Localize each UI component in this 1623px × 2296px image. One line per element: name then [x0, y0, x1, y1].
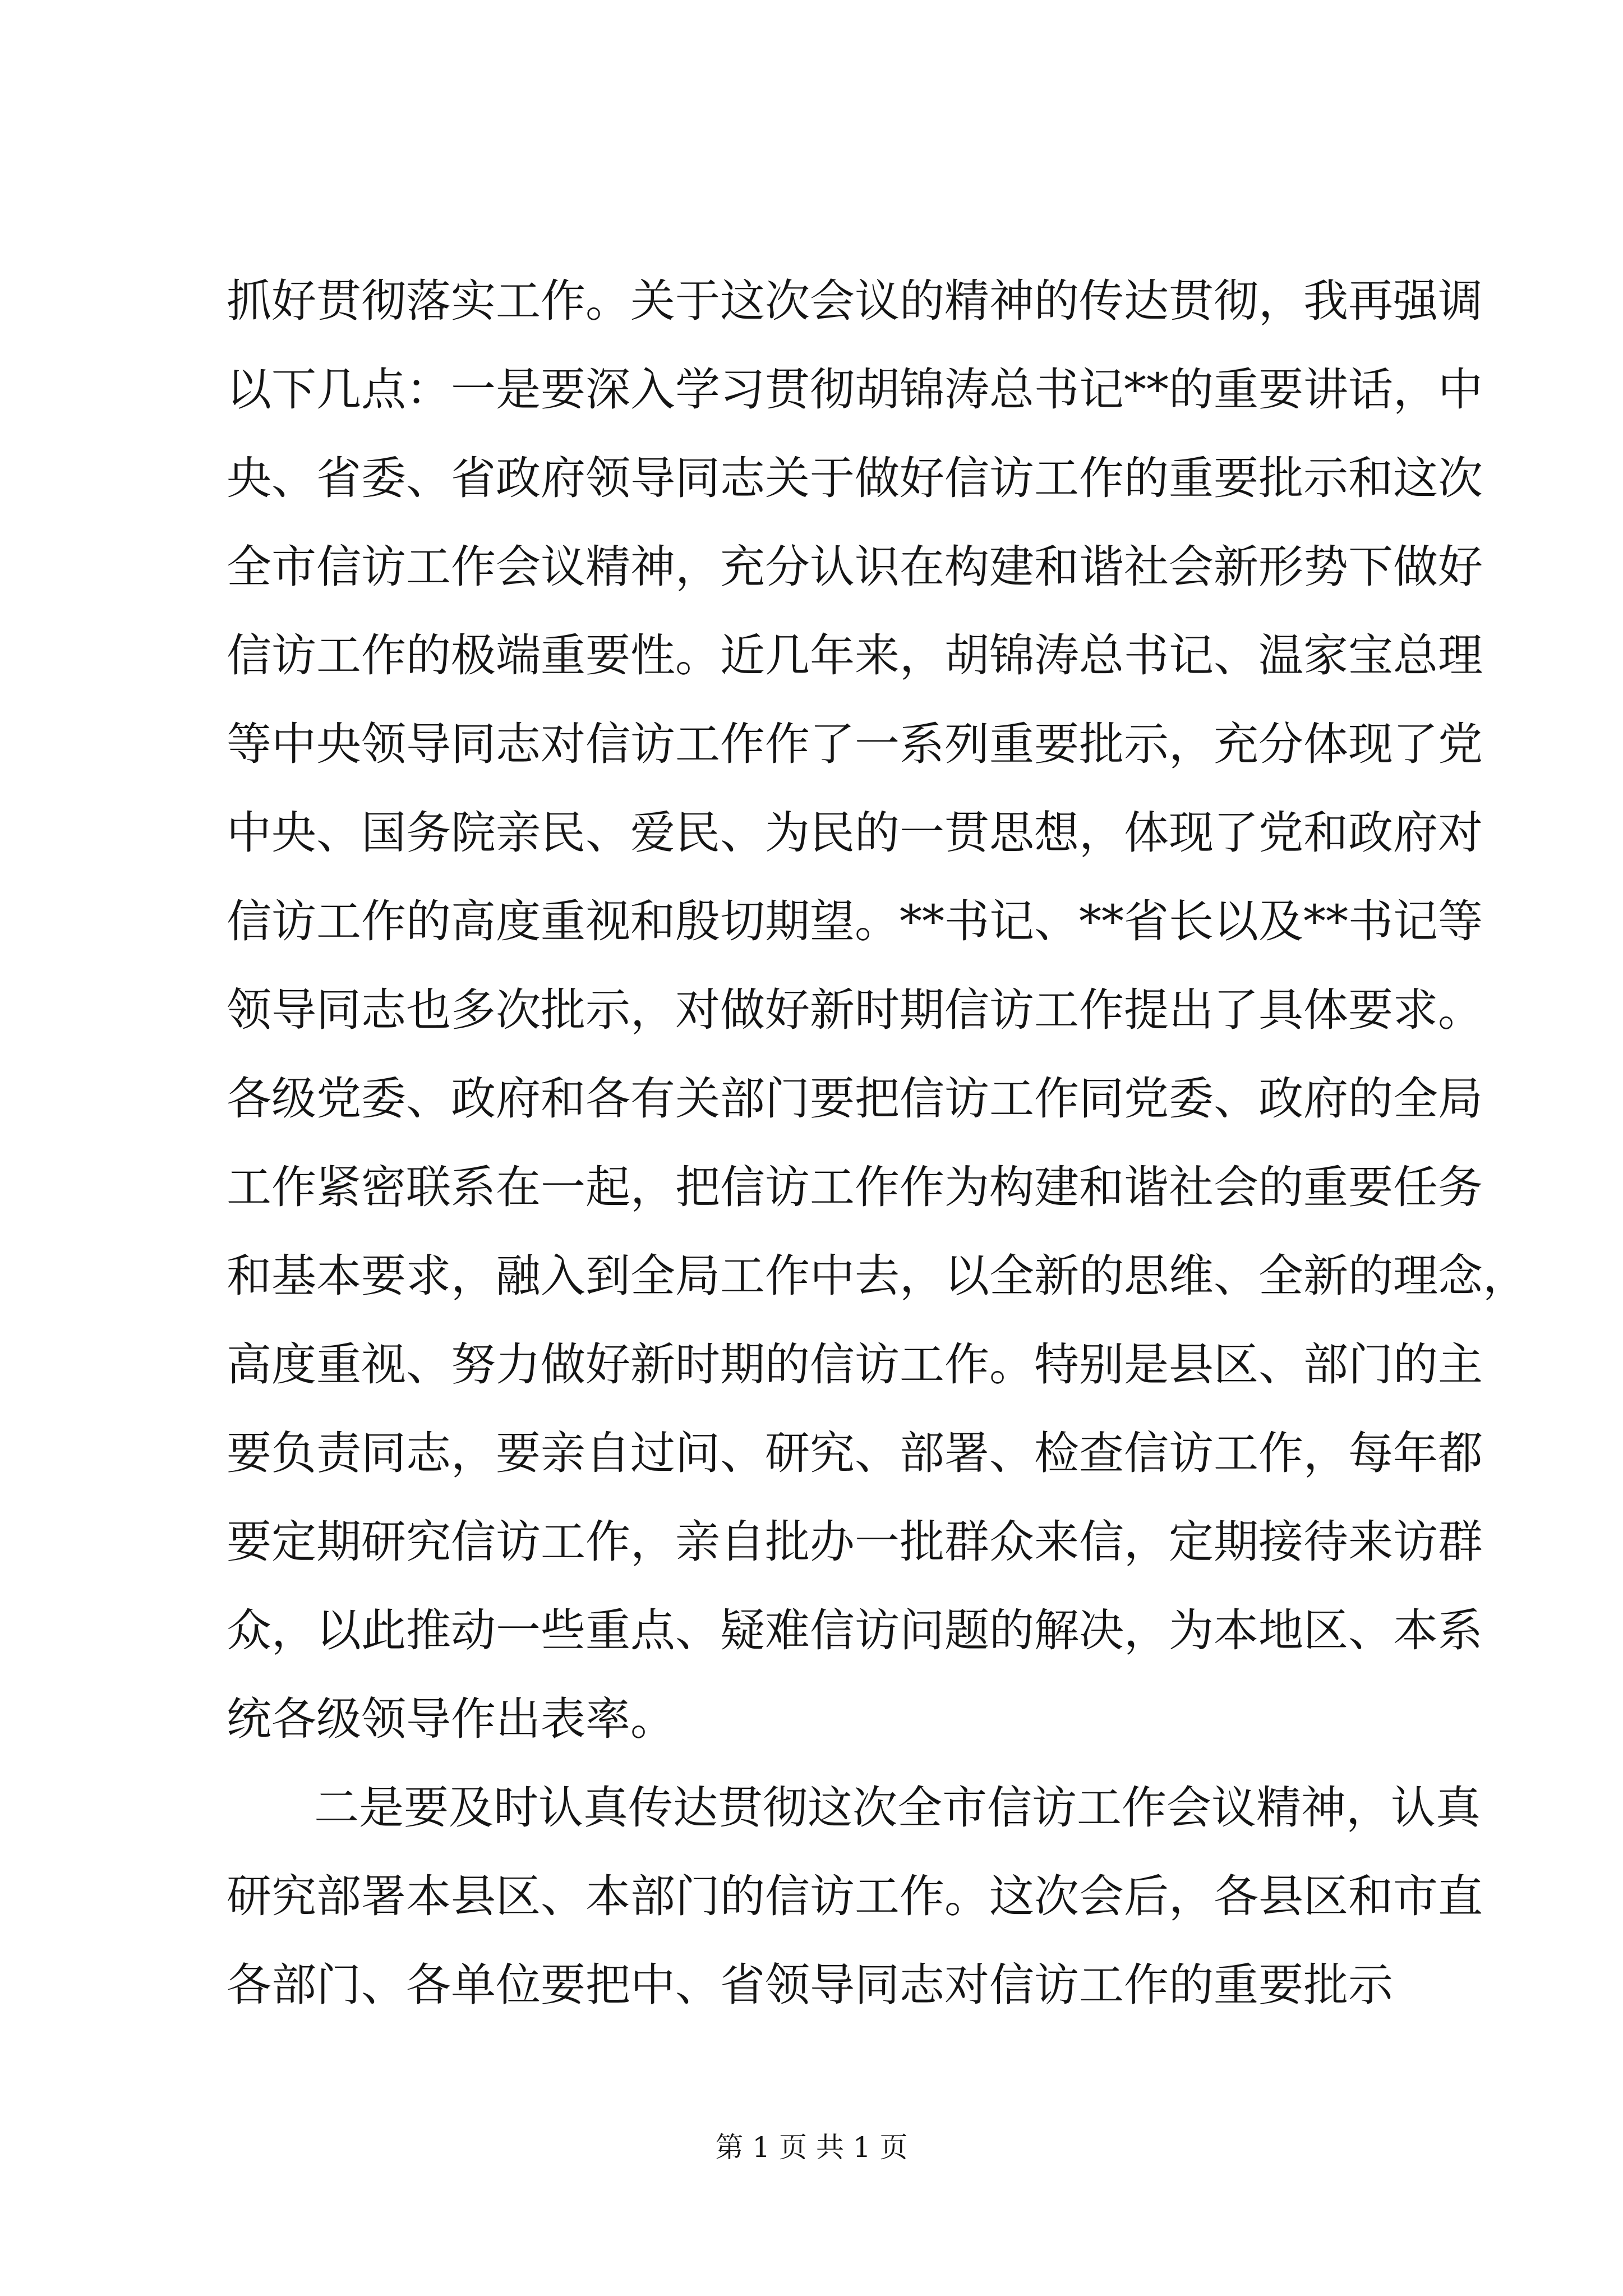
text-line: 全市信访工作会议精神，充分认识在构建和谐社会新形势下做好: [227, 541, 1483, 593]
paragraph-2: [227, 1764, 1483, 2030]
text-line: 各部门、各单位要把中、省领导同志对信访工作的重要批示: [227, 1959, 1393, 2011]
text-line: 抓好贯彻落实工作。关于这次会议的精神的传达贯彻，我再强调: [227, 275, 1483, 327]
text-line: 和基本要求，融入到全局工作中去，以全新的思维、全新的理念，: [227, 1250, 1528, 1302]
text-line: 要负责同志，要亲自过问、研究、部署、检查信访工作，每年都: [227, 1427, 1483, 1479]
text-line: 各级党委、政府和各有关部门要把信访工作同党委、政府的全局: [227, 1073, 1483, 1125]
text-line: 工作紧密联系在一起，把信访工作作为构建和谐社会的重要任务: [227, 1161, 1483, 1213]
text-line: 高度重视、努力做好新时期的信访工作。特别是县区、部门的主: [227, 1338, 1483, 1391]
text-line: 领导同志也多次批示，对做好新时期信访工作提出了具体要求。: [227, 984, 1483, 1036]
text-line: 央、省委、省政府领导同志关于做好信访工作的重要批示和这次: [227, 452, 1483, 504]
text-line: 众，以此推动一些重点、疑难信访问题的解决，为本地区、本系: [227, 1604, 1483, 1657]
page-number: 第 1 页 共 1 页: [715, 2131, 908, 2164]
paragraph-1: [227, 257, 1528, 1764]
text-line: 研究部署本县区、本部门的信访工作。这次会后，各县区和市直: [227, 1870, 1483, 1922]
text-line: 等中央领导同志对信访工作作了一系列重要批示，充分体现了党: [227, 718, 1483, 770]
text-line: 统各级领导作出表率。: [227, 1693, 675, 1745]
text-line: 信访工作的高度重视和殷切期望。**书记、**省长以及**书记等: [227, 895, 1483, 947]
text-line: 二是要及时认真传达贯彻这次全市信访工作会议精神，认真: [314, 1782, 1481, 1834]
text-line: 要定期研究信访工作，亲自批办一批群众来信，定期接待来访群: [227, 1516, 1483, 1568]
text-line: 以下几点：一是要深入学习贯彻胡锦涛总书记**的重要讲话，中: [227, 364, 1483, 416]
document-body: [227, 257, 1528, 2030]
page-footer: [0, 2125, 1623, 2165]
text-line: 中央、国务院亲民、爱民、为民的一贯思想，体现了党和政府对: [227, 807, 1483, 859]
text-line: 信访工作的极端重要性。近几年来，胡锦涛总书记、温家宝总理: [227, 629, 1483, 682]
